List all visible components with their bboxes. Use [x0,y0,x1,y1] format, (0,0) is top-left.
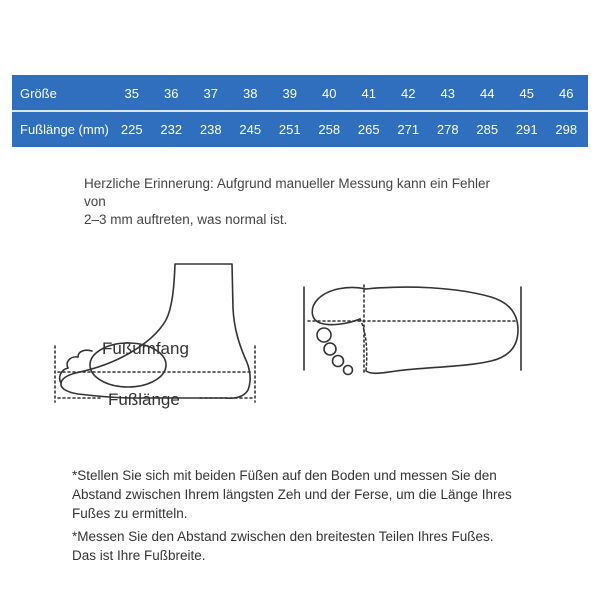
width-instruction [72,527,542,565]
size-cell: 38 [243,85,258,101]
length-instruction [72,466,542,523]
length-cell: 291 [515,121,538,137]
foot-top-view-icon [296,275,536,415]
instruction-line: Abstand zwischen Ihrem längsten Zeh und der Ferse, um die Länge Ihres [72,487,512,502]
length-cell: 238 [199,121,222,137]
size-cell: 35 [124,85,139,101]
length-cell: 225 [120,121,143,137]
length-cell: 258 [318,121,341,137]
length-cell: 285 [476,121,499,137]
length-cell: 278 [436,121,459,137]
measurement-illustrations [0,250,600,420]
length-cell: 271 [397,121,420,137]
size-cell: 36 [164,85,179,101]
size-cell: 46 [559,85,574,101]
size-row [12,75,588,111]
circumference-label: Fußumfang [102,339,189,358]
instruction-line: *Messen Sie den Abstand zwischen den breitesten Teilen Ihres Fußes. [72,529,494,544]
length-row-label: Fußlänge (mm) [20,121,109,137]
size-cell: 43 [440,85,455,101]
length-cell: 265 [357,121,380,137]
measurement-note [84,175,504,229]
size-row-label: Größe [20,85,57,101]
foot-length-label: Fußlänge [108,390,180,409]
length-row [12,111,588,147]
instruction-line: Fußes zu ermitteln. [72,506,188,521]
size-cell: 40 [322,85,337,101]
size-cells [112,86,588,101]
instruction-line: Das ist Ihre Fußbreite. [72,548,206,563]
size-cell: 42 [401,85,416,101]
size-table [12,75,588,147]
note-line: Herzliche Erinnerung: Aufgrund manueller Messung kann ein Fehler von [84,176,490,209]
instruction-line: *Stellen Sie sich mit beiden Füßen auf den Boden und messen Sie den [72,468,497,483]
size-cell: 45 [519,85,534,101]
length-cell: 298 [555,121,578,137]
size-cell: 41 [361,85,376,101]
size-cell: 39 [282,85,297,101]
length-cell: 232 [160,121,183,137]
length-cells [112,122,588,137]
length-cell: 245 [239,121,262,137]
foot-side-view-icon [40,250,290,420]
note-line: 2–3 mm auftreten, was normal ist. [84,212,288,227]
size-cell: 37 [203,85,218,101]
length-cell: 251 [278,121,301,137]
size-cell: 44 [480,85,495,101]
